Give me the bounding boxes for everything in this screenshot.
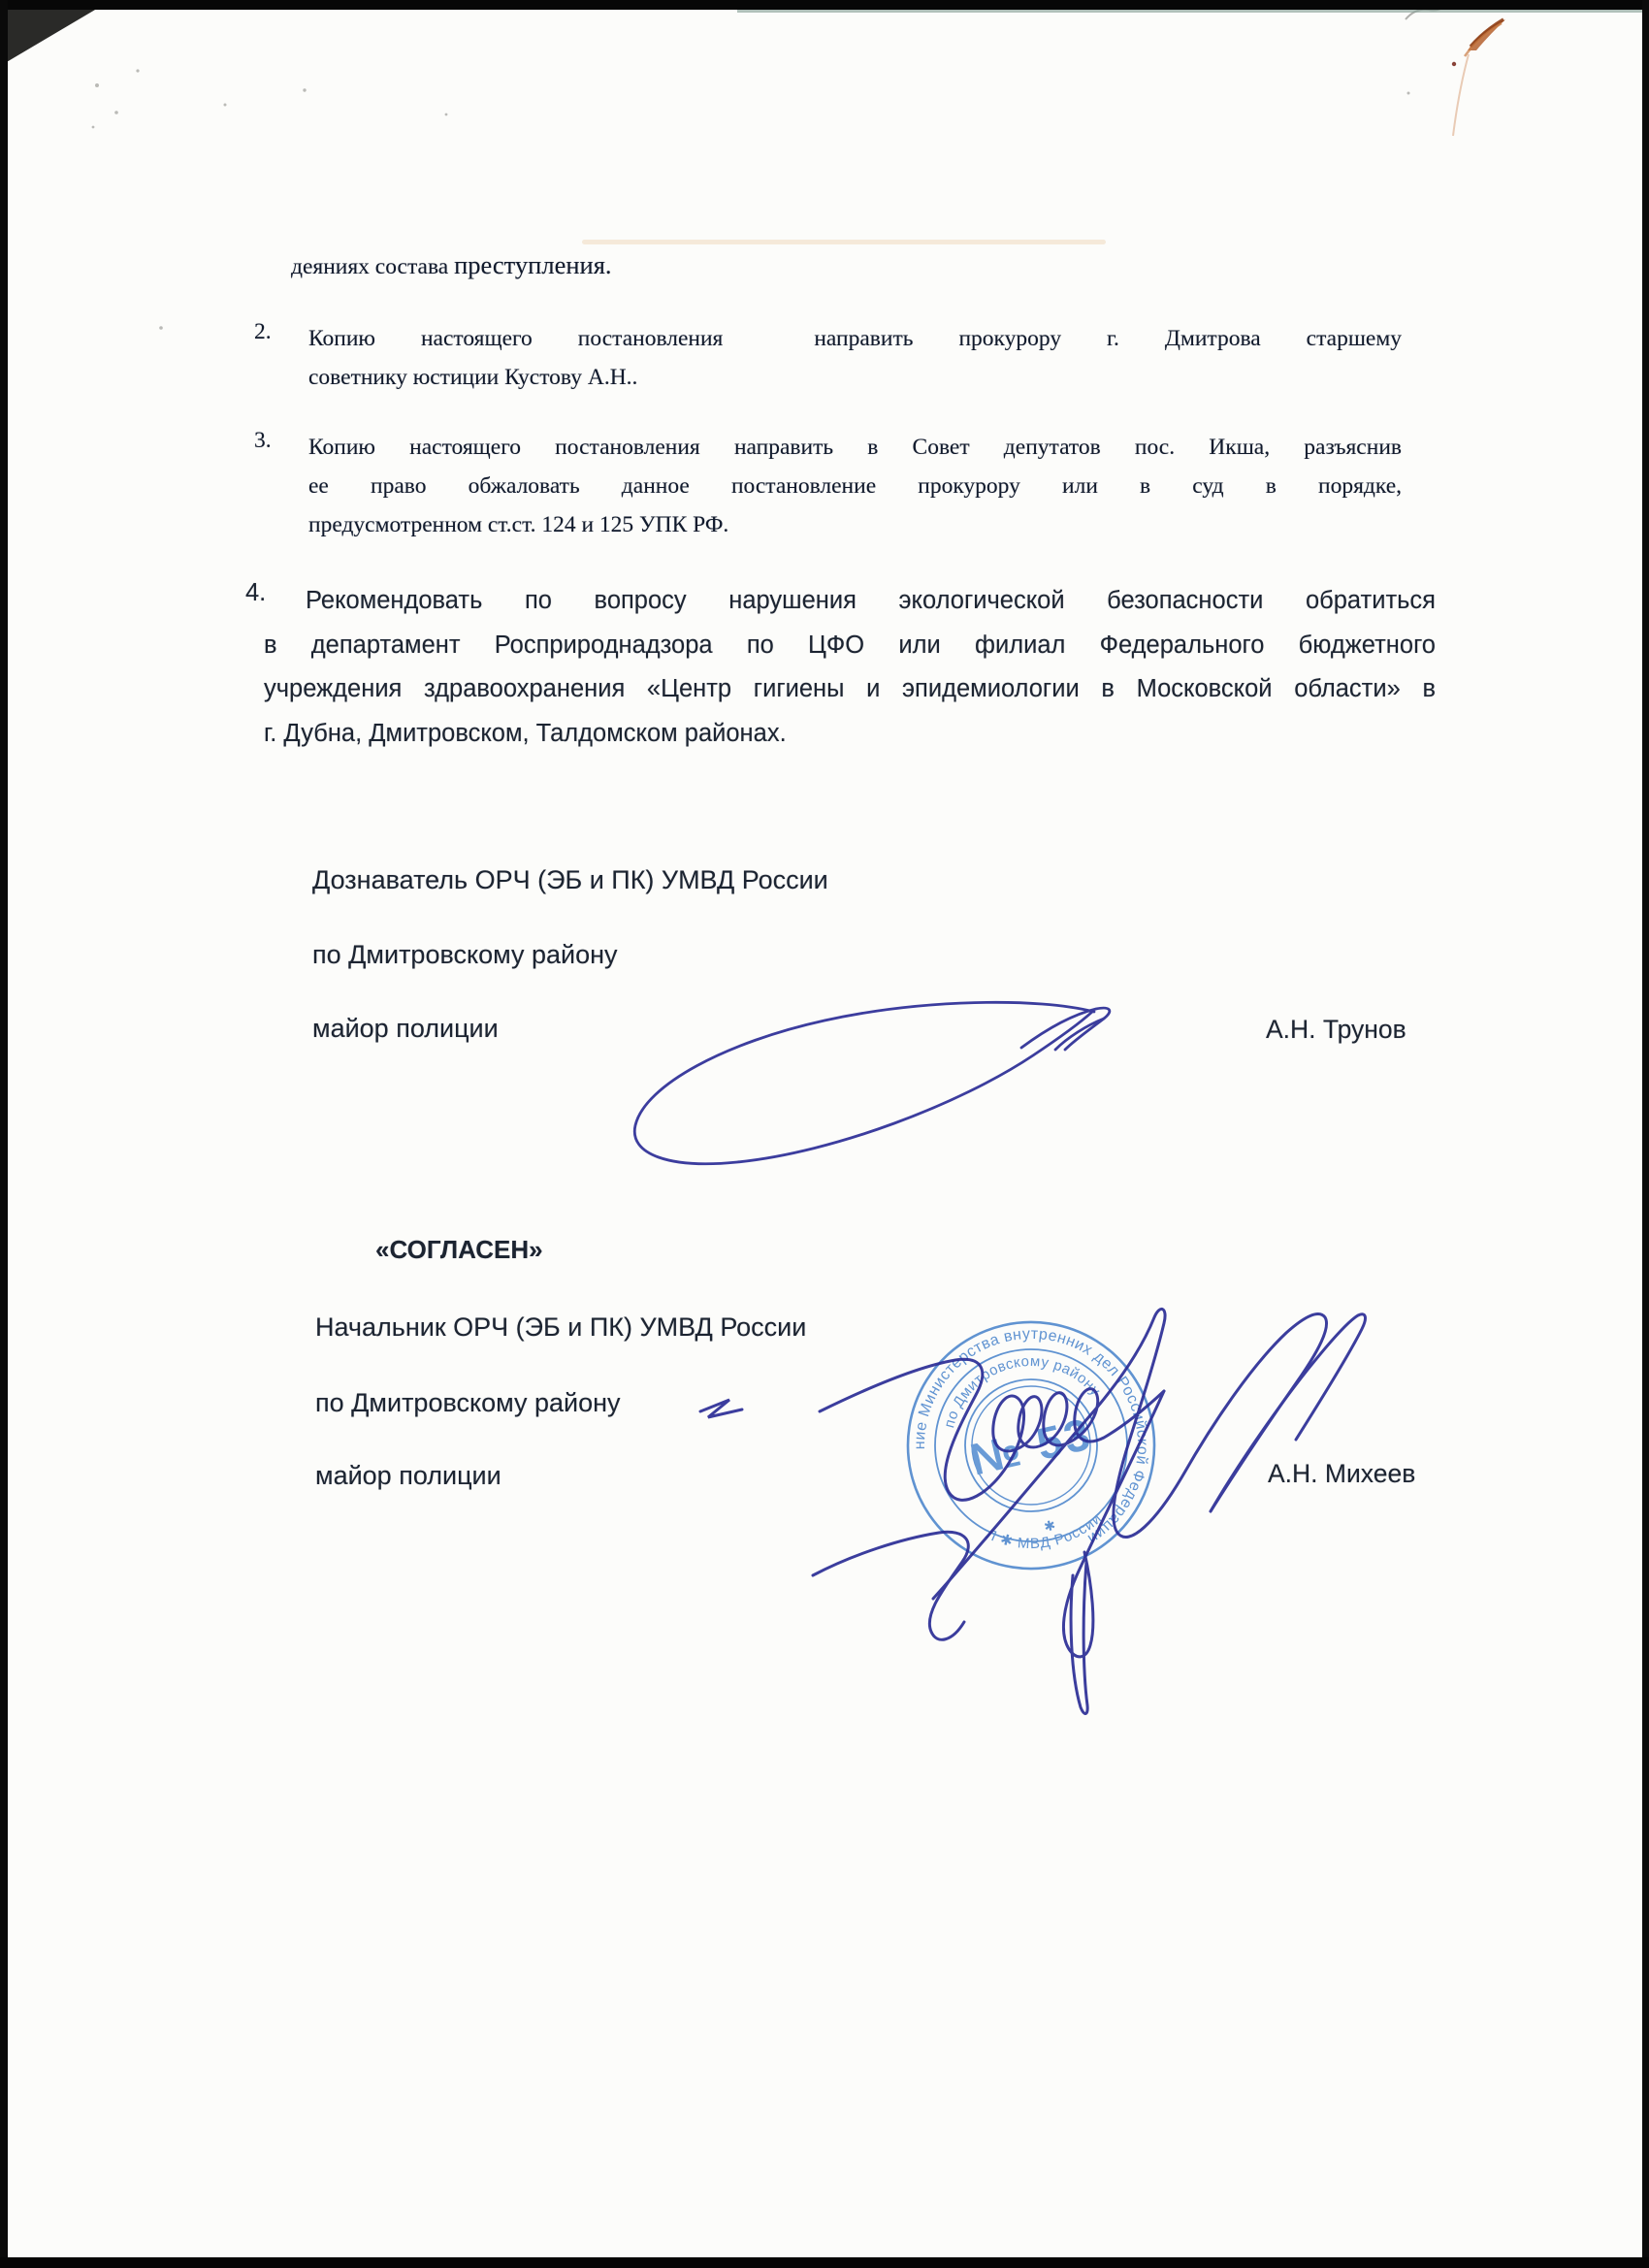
investigator-title-line1: Дознаватель ОРЧ (ЭБ и ПК) УМВД России (312, 865, 828, 894)
list-item-4-line: учреждения здравоохранения «Центр гигиены и эпидемиологии в Московской области» в (264, 675, 1436, 702)
list-item-2-line: Копию настоящего постановления направить прокурору г. Дмитрова старшему (308, 326, 1402, 351)
signature-top-flick (1211, 1314, 1365, 1511)
signature-tail (1071, 1562, 1087, 1714)
list-item-4-number: 4. (245, 579, 267, 606)
smudge-tail (1453, 54, 1469, 136)
stamp-number: № 53 (965, 1408, 1098, 1485)
dust-speck (224, 104, 227, 107)
chief-name: А.Н. Михеев (1268, 1459, 1416, 1488)
list-item-2-line: советнику юстиции Кустову А.Н.. (308, 365, 638, 390)
list-item-4-line: Рекомендовать по вопросу нарушения экологической безопасности обратиться (306, 587, 1436, 614)
investigator-signature (634, 1002, 1110, 1163)
signature-ellipse (634, 1002, 1094, 1163)
dust-speck (1407, 92, 1410, 95)
signature-left-zigzag (700, 1400, 742, 1417)
dust-speck (114, 111, 118, 114)
list-item-3-line: ее право обжаловать данное постановление прокурору или в суд в порядке, (308, 473, 1402, 499)
signature-flick (1021, 1008, 1110, 1050)
official-round-stamp (884, 1298, 1180, 1594)
dust-speck (136, 69, 139, 72)
orange-smudge-mark (1452, 19, 1505, 136)
chief-title-line1: Начальник ОРЧ (ЭБ и ПК) УМВД России (315, 1312, 807, 1342)
stamp-outer-ring-text: ние Министерства внутренних дел Российской Федерации (911, 1325, 1151, 1548)
scan-edge-left (0, 0, 8, 2268)
dust-speck (159, 326, 163, 330)
list-item-3-number: 3. (254, 428, 272, 453)
scan-edge-top (0, 0, 1649, 10)
signature-lower-stroke (813, 1532, 968, 1639)
list-item-4-line: в департамент Росприроднадзора по ЦФО или филиал Федерального бюджетного (264, 631, 1436, 659)
dust-speck (92, 126, 95, 129)
list-item-3-line: Копию настоящего постановления направить в Совет депутатов пос. Икша, разъяснив (308, 435, 1402, 460)
list-item-3-line: предусмотренном ст.ст. 124 и 125 УПК РФ. (308, 512, 729, 537)
intro-line-part2: преступления. (454, 250, 612, 279)
scan-edge-top-tint (737, 10, 1643, 13)
stamp-star: ✱ (1042, 1516, 1057, 1535)
chief-title-line2: по Дмитровскому району (315, 1388, 621, 1417)
stamp-inner-ring-text: по Дмитровскому району (941, 1352, 1104, 1430)
dust-speck (445, 113, 448, 116)
intro-line-part1: деяниях состава (291, 254, 455, 279)
chief-rank: майор полиции (315, 1461, 501, 1490)
investigator-rank: майор полиции (312, 1014, 499, 1043)
investigator-name: А.Н. Трунов (1266, 1015, 1406, 1044)
investigator-title-line2: по Дмитровскому району (312, 940, 618, 969)
scan-edge-right (1642, 0, 1649, 2268)
list-item-2-number: 2. (254, 319, 272, 344)
dust-speck (95, 83, 99, 87)
list-item-4-line: г. Дубна, Дмитровском, Талдомском районах. (264, 719, 787, 747)
dust-specks (92, 69, 1410, 329)
ink-dot (1452, 62, 1456, 66)
dust-speck (303, 88, 306, 91)
scan-edge-bottom (0, 2257, 1649, 2268)
agreed-label: «СОГЛАСЕН» (375, 1235, 543, 1264)
stamp-bottom-ring-text: Л ✱ МВД России (983, 1509, 1106, 1553)
